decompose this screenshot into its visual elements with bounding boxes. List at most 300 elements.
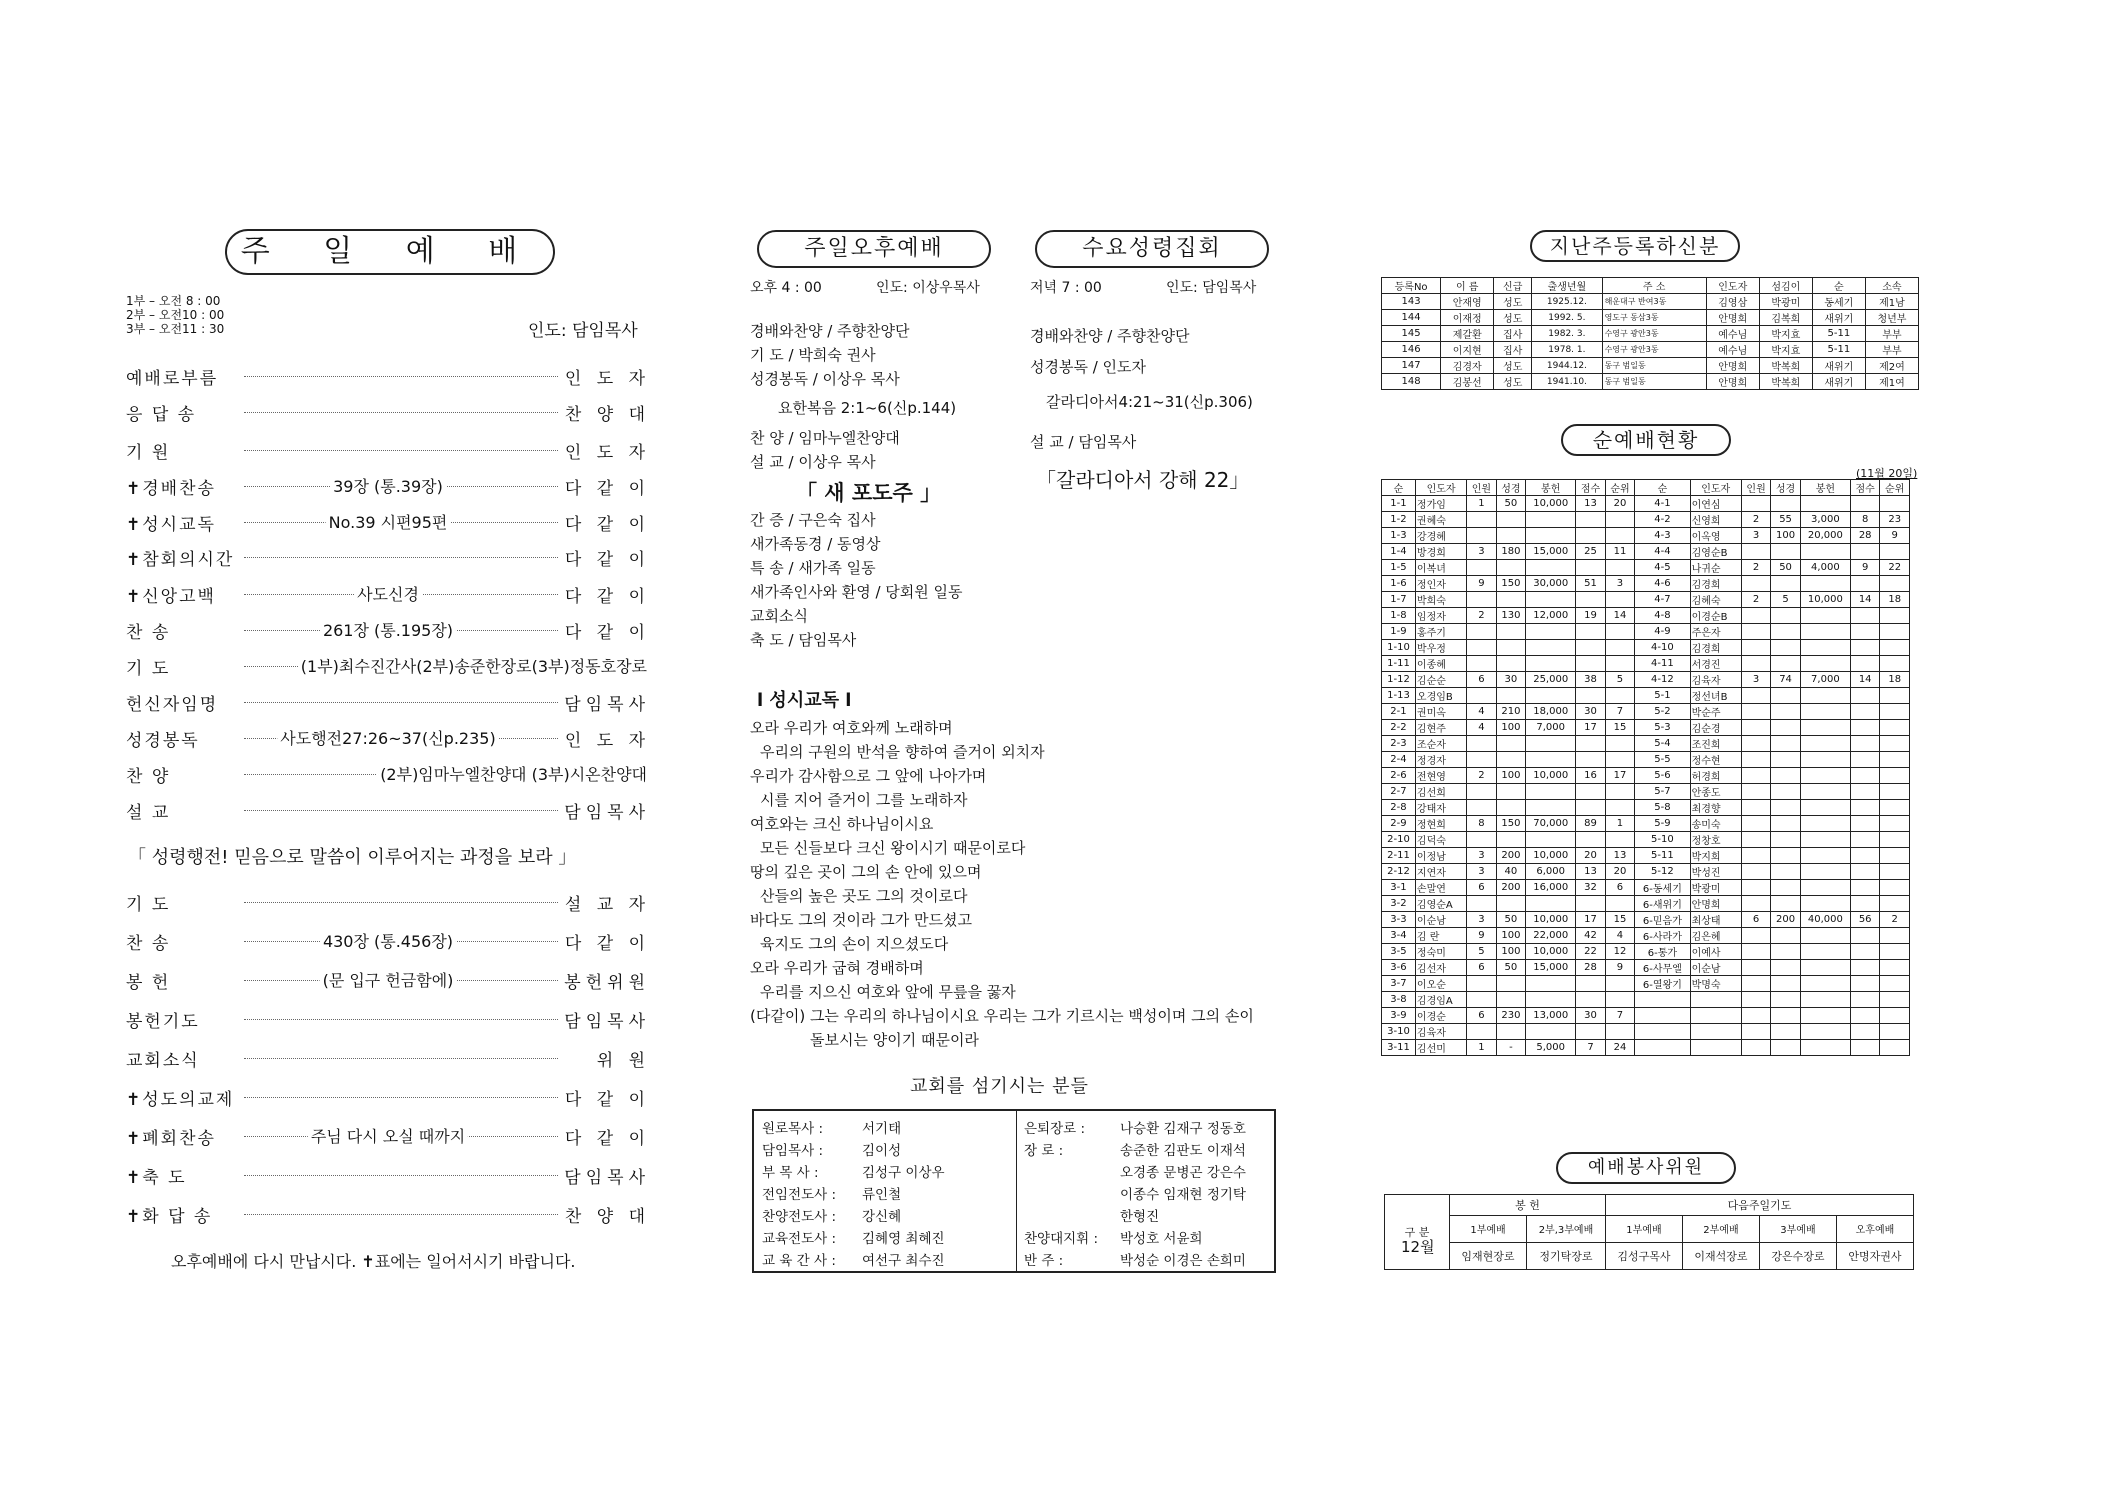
att-cell: 3-9 [1382,1008,1416,1024]
committee-name: 강은수장로 [1759,1242,1836,1269]
att-cell [1850,800,1879,816]
reg-cell: 성도 [1494,374,1532,390]
psalm-line: 오라 우리가 굽혀 경배하며 [750,959,924,977]
att-cell: 3-5 [1382,944,1416,960]
att-cell: 방경희 [1415,544,1466,560]
att-cell [1850,704,1879,720]
reg-cell: 박광미 [1759,294,1812,310]
att-cell [1771,656,1800,672]
att-cell: 2-7 [1382,784,1416,800]
att-header-cell: 순 [1382,480,1416,496]
staff-names: 김이성 [862,1143,902,1159]
order-row [126,968,650,992]
psalm-line: 여호와는 크신 하나님이시요 [750,815,934,833]
att-cell: 100 [1496,928,1525,944]
att-cell [1771,784,1800,800]
att-cell: 나귀순 [1690,560,1741,576]
order-label: 찬 송 [126,934,171,954]
att-cell [1771,752,1800,768]
wednesday-time: 저녁 7 : 00 [1030,280,1102,296]
att-cell [1850,736,1879,752]
att-cell: 70,000 [1526,816,1576,832]
order-label: 성경봉독 [126,731,200,751]
att-cell [1771,944,1800,960]
table-row [1382,992,1910,1008]
reg-cell: 147 [1382,358,1441,374]
table-row [1382,512,1910,528]
att-cell: 11 [1605,544,1634,560]
att-cell: 이오순 [1415,976,1466,992]
att-cell [1880,832,1910,848]
att-cell [1526,1024,1576,1040]
att-cell: 조순자 [1415,736,1466,752]
att-cell [1605,784,1634,800]
reg-cell: 1944.12. [1532,358,1602,374]
att-cell: 6-믿음가 [1635,912,1690,928]
att-cell: 8 [1850,512,1879,528]
att-cell: 김육자 [1690,672,1741,688]
att-cell [1467,560,1496,576]
att-cell: 강경혜 [1415,528,1466,544]
att-cell: 주은자 [1690,624,1741,640]
order-row [126,1046,650,1070]
order-row [126,726,650,750]
reg-cell: 부부 [1865,326,1918,342]
order-row [126,510,650,534]
att-cell: 5-11 [1635,848,1690,864]
att-cell: 4-4 [1635,544,1690,560]
service-committee-table [1384,1194,1914,1270]
att-cell [1496,752,1525,768]
att-cell [1880,608,1910,624]
att-cell: 2 [1741,592,1770,608]
morning-footer: 오후예배에 다시 만납시다. ✝표에는 일어서시기 바랍니다. [171,1252,576,1271]
att-cell: 박성진 [1690,864,1741,880]
att-cell: 3-6 [1382,960,1416,976]
order-label: 기 도 [126,895,171,915]
sermon-title: 「 성령행전! 믿음으로 말씀이 이루어지는 과정을 보라 」 [128,847,577,868]
att-cell: 7 [1605,1008,1634,1024]
att-cell [1800,720,1850,736]
att-header-cell: 순위 [1880,480,1910,496]
att-cell [1526,560,1576,576]
att-cell: 4-10 [1635,640,1690,656]
att-cell: 김선희 [1415,784,1466,800]
att-cell: 6 [1467,1008,1496,1024]
att-cell: 5-10 [1635,832,1690,848]
att-cell: 이순남 [1415,912,1466,928]
att-cell [1741,720,1770,736]
committee-sub-header: 1부예배 [1450,1215,1527,1242]
reg-cell: 제갈환 [1441,326,1494,342]
attendance-header-row [1382,480,1910,496]
att-cell [1526,528,1576,544]
att-cell [1800,1024,1850,1040]
att-cell: 20,000 [1800,528,1850,544]
att-cell: 10,000 [1526,912,1576,928]
att-cell: 18,000 [1526,704,1576,720]
att-cell [1880,784,1910,800]
att-cell [1741,1024,1770,1040]
att-cell: 박지희 [1690,848,1741,864]
att-cell [1526,736,1576,752]
att-cell: 200 [1496,848,1525,864]
att-cell [1635,1024,1690,1040]
table-row [1382,928,1910,944]
att-cell [1576,832,1605,848]
att-cell: 1-10 [1382,640,1416,656]
att-cell [1605,832,1634,848]
att-cell: 김육자 [1415,1024,1466,1040]
att-cell [1496,992,1525,1008]
att-cell [1605,640,1634,656]
staff-names: 김성구 이상우 [862,1165,945,1181]
att-cell: 7 [1576,1040,1605,1056]
att-cell [1496,736,1525,752]
att-cell [1771,816,1800,832]
att-cell: 7,000 [1526,720,1576,736]
att-header-cell: 성경 [1496,480,1525,496]
att-cell: 13,000 [1526,1008,1576,1024]
staff-names: 박성순 이경은 손희미 [1120,1253,1246,1269]
reg-cell: 제1여 [1865,374,1918,390]
att-cell: 16,000 [1526,880,1576,896]
order-detail: (1부)최수진간사(2부)송준한장로(3부)정동호장로 [298,654,650,677]
att-cell [1880,896,1910,912]
att-cell [1880,704,1910,720]
att-cell [1880,1040,1910,1056]
leader-dots [244,810,558,811]
att-cell: 22 [1576,944,1605,960]
att-cell: 허경희 [1690,768,1741,784]
committee-sub-header: 3부예배 [1759,1215,1836,1242]
att-cell: 5 [1771,592,1800,608]
afternoon-line2-1: 새가족동경 / 동영상 [750,535,881,553]
wednesday-leader: 인도: 담임목사 [1166,280,1257,296]
att-cell: 4-7 [1635,592,1690,608]
att-cell [1880,640,1910,656]
psalm-line: (다같이) 그는 우리의 하나님이시요 우리는 그가 기르시는 백성이며 그의 손이 [750,1007,1254,1025]
order-label: ✝폐회찬송 [126,1129,216,1149]
order-label: ✝경배찬송 [126,479,216,499]
committee-names-row [1385,1242,1914,1269]
afternoon-line-4: 찬 양 / 임마누엘찬양대 [750,429,900,447]
psalm-line: 산들의 높은 곳도 그의 것이로다 [760,887,968,905]
att-cell: 6,000 [1526,864,1576,880]
table-row [1382,944,1910,960]
att-cell: 6-동세기 [1635,880,1690,896]
att-cell: 5-5 [1635,752,1690,768]
att-cell: 1-3 [1382,528,1416,544]
att-cell: 1-12 [1382,672,1416,688]
att-cell [1880,720,1910,736]
order-person: 찬 양 대 [564,405,650,425]
att-cell [1771,848,1800,864]
att-cell: 전현영 [1415,768,1466,784]
table-row [1382,592,1910,608]
att-cell [1800,880,1850,896]
att-cell: 2-10 [1382,832,1416,848]
att-cell: 210 [1496,704,1525,720]
order-label: 봉헌기도 [126,1012,200,1032]
staff-role: 장 로 : [1024,1143,1064,1159]
att-cell: 1 [1467,1040,1496,1056]
att-cell: 30 [1496,672,1525,688]
staff-role: 은퇴장로 : [1024,1121,1086,1137]
att-cell [1771,976,1800,992]
leader-dots [244,412,558,413]
att-cell: 15 [1605,912,1634,928]
att-cell [1741,848,1770,864]
att-cell [1741,656,1770,672]
att-cell: 1 [1467,496,1496,512]
att-cell [1771,960,1800,976]
att-cell [1880,816,1910,832]
att-cell: 30 [1576,1008,1605,1024]
att-cell: 10,000 [1526,944,1576,960]
att-cell [1496,832,1525,848]
att-cell: 17 [1576,912,1605,928]
att-cell: 15,000 [1526,544,1576,560]
att-cell [1741,976,1770,992]
committee-name: 정기탁장로 [1527,1242,1606,1269]
att-cell [1496,976,1525,992]
att-cell [1467,528,1496,544]
wednesday-sermon: 「갈라디아서 강해 22」 [1036,468,1250,492]
table-row [1382,294,1919,310]
att-cell [1771,880,1800,896]
att-cell [1741,864,1770,880]
att-cell: 3,000 [1800,512,1850,528]
col-gubun: 구 분 [1404,1226,1430,1239]
att-cell [1850,688,1879,704]
att-cell: 4,000 [1800,560,1850,576]
att-cell: 1-4 [1382,544,1416,560]
afternoon-line2-0: 간 증 / 구은숙 집사 [750,511,876,529]
reg-header-cell: 출생년월 [1532,278,1602,294]
att-cell [1741,752,1770,768]
order-detail: (문 입구 헌금함에) [320,968,457,991]
att-cell: 3-11 [1382,1040,1416,1056]
leader-dots [244,1214,558,1215]
reg-cell: 143 [1382,294,1441,310]
order-label: 기 도 [126,659,171,679]
reg-cell: 새위기 [1812,358,1865,374]
att-cell: 4 [1605,928,1634,944]
order-row [126,1163,650,1187]
att-cell [1800,928,1850,944]
reg-cell: 청년부 [1865,310,1918,326]
att-cell: 6-열왕기 [1635,976,1690,992]
psalm-line: 모든 신들보다 크신 왕이시기 때문이로다 [760,839,1026,857]
att-cell [1467,624,1496,640]
staff-box [752,1109,1276,1273]
table-row [1382,816,1910,832]
att-cell: 5-1 [1635,688,1690,704]
att-cell [1526,656,1576,672]
att-cell: 22,000 [1526,928,1576,944]
att-cell: 6 [1467,880,1496,896]
att-cell [1800,640,1850,656]
service-time-1: 1부 – 오전 8 : 00 [126,294,221,308]
att-cell: 3 [1467,848,1496,864]
order-detail: (2부)임마누엘찬양대 (3부)시온찬양대 [377,762,650,785]
att-cell [1850,640,1879,656]
att-cell: 5 [1467,944,1496,960]
att-cell: 5 [1605,672,1634,688]
att-cell: 30 [1576,704,1605,720]
order-row [126,582,650,606]
att-cell [1605,624,1634,640]
reg-cell: 144 [1382,310,1441,326]
att-cell: 12,000 [1526,608,1576,624]
afternoon-service-title: 주일오후예배 [757,230,991,268]
att-cell: - [1496,1040,1525,1056]
att-cell: 6 [1467,672,1496,688]
order-person: 다 같 이 [564,623,650,643]
att-cell: 8 [1467,816,1496,832]
leader-dots [244,1058,558,1059]
reg-cell: 김영삼 [1706,294,1759,310]
att-cell: 40 [1496,864,1525,880]
att-cell [1576,752,1605,768]
att-cell [1467,832,1496,848]
att-cell: 2-8 [1382,800,1416,816]
att-cell: 3-4 [1382,928,1416,944]
order-person: 인 도 자 [564,443,650,463]
reg-header-cell: 등록No [1382,278,1441,294]
att-cell: 5-4 [1635,736,1690,752]
month-cell [1385,1195,1450,1270]
att-cell [1605,512,1634,528]
att-cell: 12 [1605,944,1634,960]
reg-cell: 예수님 [1706,342,1759,358]
att-cell [1605,976,1634,992]
reg-cell: 집사 [1494,326,1532,342]
wednesday-line-2: 갈라디아서4:21~31(신p.306) [1046,393,1253,411]
att-cell: 100 [1496,768,1525,784]
att-cell [1850,896,1879,912]
att-cell: 180 [1496,544,1525,560]
table-row [1382,960,1910,976]
leader-dots [244,1175,558,1176]
table-row [1382,608,1910,624]
att-cell [1850,928,1879,944]
att-cell [1800,976,1850,992]
psalm-line: 바다도 그의 것이라 그가 만드셨고 [750,911,972,929]
att-cell: 김경임A [1415,992,1466,1008]
att-cell [1467,1024,1496,1040]
reg-cell: 146 [1382,342,1441,358]
att-cell: 임정자 [1415,608,1466,624]
reg-cell: 145 [1382,326,1441,342]
att-cell: 6-사라가 [1635,928,1690,944]
table-row [1382,768,1910,784]
att-cell: 1-1 [1382,496,1416,512]
att-cell: 4-5 [1635,560,1690,576]
att-cell [1576,640,1605,656]
att-cell: 150 [1496,576,1525,592]
att-cell: 안명희 [1690,896,1741,912]
reg-cell: 부부 [1865,342,1918,358]
att-header-cell: 인도자 [1690,480,1741,496]
att-cell: 강태자 [1415,800,1466,816]
att-cell [1576,976,1605,992]
reg-cell: 안명희 [1706,358,1759,374]
att-cell [1771,928,1800,944]
committee-month: 12월 [1401,1238,1435,1256]
att-cell: 김영순B [1690,544,1741,560]
att-cell [1741,640,1770,656]
att-cell: 10,000 [1526,496,1576,512]
order-row [126,654,650,678]
att-cell: 28 [1576,960,1605,976]
att-cell: 3 [1467,912,1496,928]
afternoon-line-5: 설 교 / 이상우 목사 [750,453,876,471]
att-cell: 최경향 [1690,800,1741,816]
reg-cell: 박지효 [1759,342,1812,358]
reg-cell: 수영구 광안3동 [1602,342,1706,358]
att-cell [1576,592,1605,608]
att-cell: 1-9 [1382,624,1416,640]
order-label: 찬 송 [126,623,171,643]
att-cell: 김 란 [1415,928,1466,944]
staff-names: 김혜영 최혜진 [862,1231,945,1247]
att-cell [1496,1024,1525,1040]
committee-name: 김성구목사 [1605,1242,1682,1269]
att-cell [1496,560,1525,576]
table-row [1382,880,1910,896]
att-cell: 38 [1576,672,1605,688]
col-bonghun: 봉 헌 [1450,1195,1606,1216]
att-cell: 김현주 [1415,720,1466,736]
att-cell [1467,896,1496,912]
att-cell: 1-2 [1382,512,1416,528]
att-cell: 김은혜 [1690,928,1741,944]
att-cell [1880,848,1910,864]
att-cell [1850,496,1879,512]
psalm-line: 우리가 감사함으로 그 앞에 나아가며 [750,767,987,785]
afternoon-line2-3: 새가족인사와 환영 / 당회원 일동 [750,583,963,601]
att-cell [1576,512,1605,528]
order-person: 봉헌위원 [564,973,650,993]
att-cell: 1-11 [1382,656,1416,672]
att-cell: 김선미 [1415,1040,1466,1056]
table-row [1382,326,1919,342]
afternoon-time: 오후 4 : 00 [750,280,822,296]
att-cell [1771,720,1800,736]
att-cell [1850,1008,1879,1024]
afternoon-line2-5: 축 도 / 담임목사 [750,631,857,649]
staff-names: 류인철 [862,1187,902,1203]
att-cell: 김경희 [1690,640,1741,656]
att-cell [1800,608,1850,624]
att-cell [1496,528,1525,544]
order-row [126,1007,650,1031]
reg-cell: 5-11 [1812,342,1865,358]
att-cell [1605,992,1634,1008]
att-cell [1771,800,1800,816]
att-cell: 손말연 [1415,880,1466,896]
att-cell: 20 [1576,848,1605,864]
att-cell: 9 [1880,528,1910,544]
att-cell: 14 [1850,592,1879,608]
order-detail: 사도행전27:26~37(신p.235) [277,726,498,749]
att-cell [1880,688,1910,704]
att-cell [1800,576,1850,592]
psalm-line: 시를 지어 즐거이 그를 노래하자 [760,791,968,809]
staff-title: 교회를 섬기시는 분들 [910,1076,1089,1097]
